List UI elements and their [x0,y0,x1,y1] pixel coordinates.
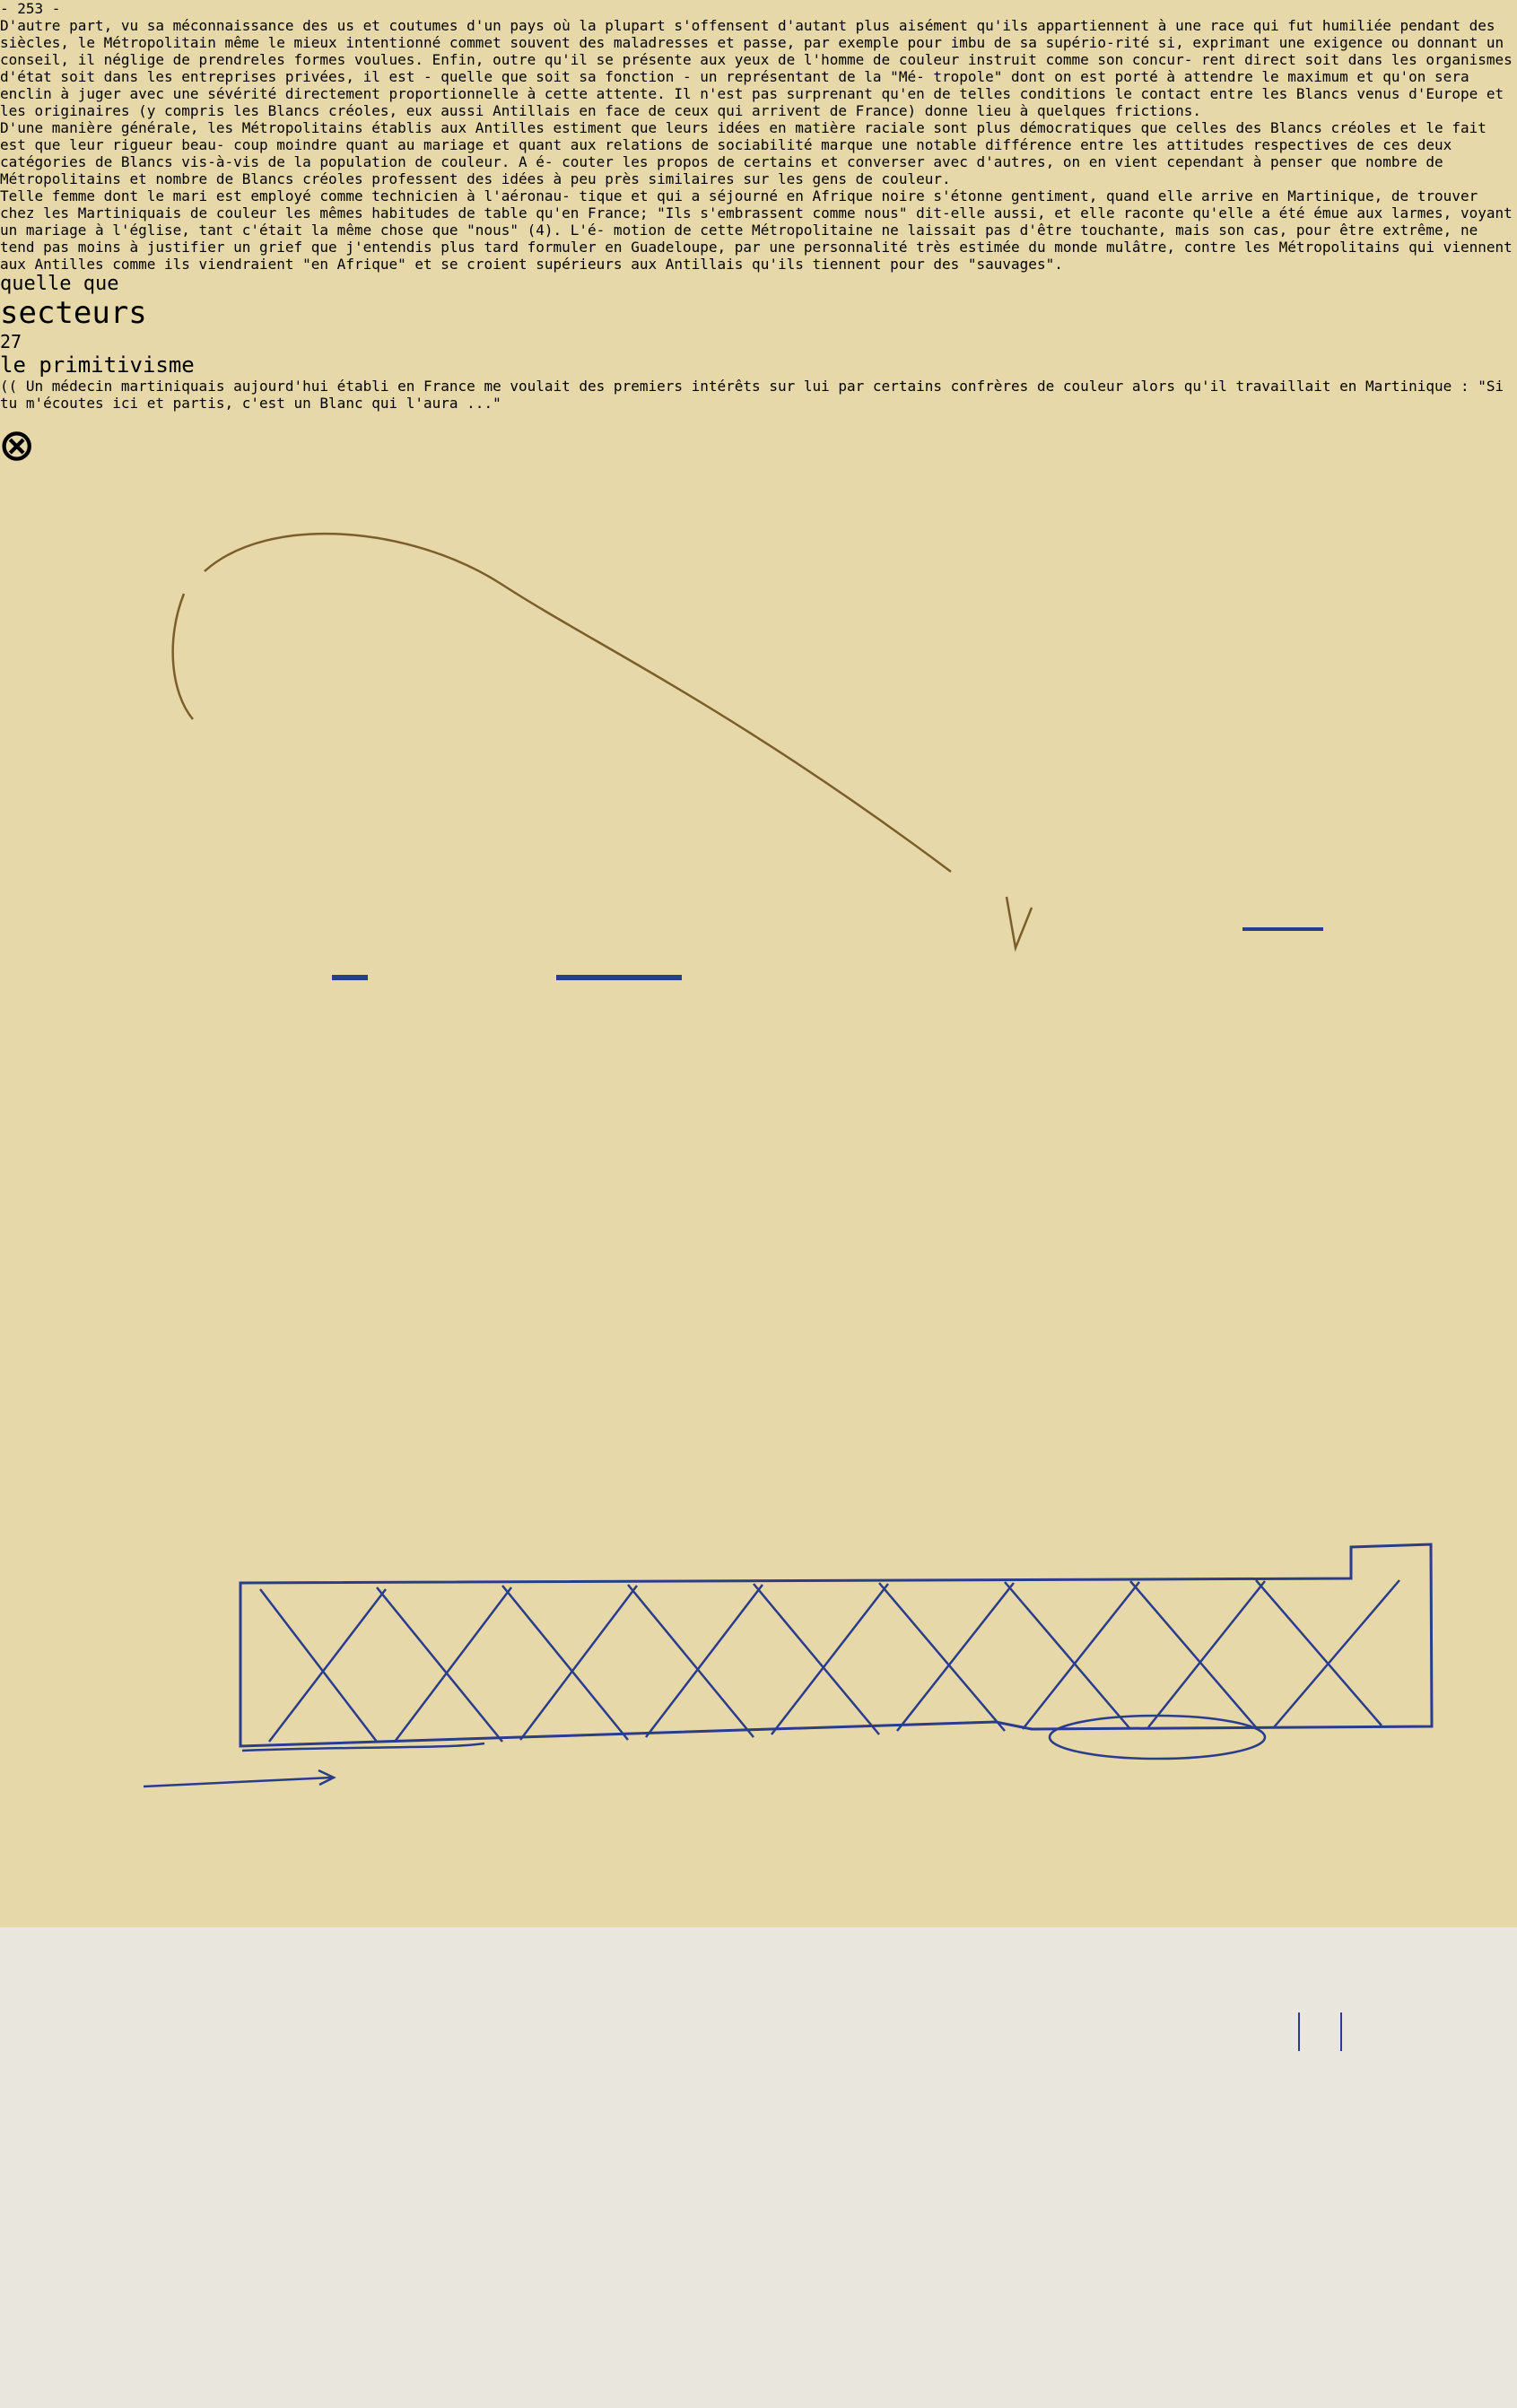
margin-handwritten-note: (( Un médecin martiniquais aujourd'hui établi en France me voulait des premiers intérêts sur lui par certains confrères de couleur alors qu'il travaillait en Martinique : "Si tu m'écoutes ici et partis, c'est un Blanc qui l'aura ..." [0,378,1504,412]
paragraph-2: D'une manière générale, les Métropolitains établis aux Antilles estiment que leurs idées en matière raciale sont plus démocratiques que celles des Blancs créoles et le fait est que leur rigueur beau- coup moindre quant au mariage et quant aux relations de sociabilité marque une notable différence entre les attitudes respectives de ces deux catégories de Blancs vis-à-vis de la population de couleur. A é- couter les propos de certains et converser avec d'autres, on en vient cependant à penser que nombre de Métropolitains et nombre de Blancs créoles professent des idées à peu près similaires sur les gens de couleur. [0,119,1486,187]
boxed-note-primitivisme: le primitivisme [0,352,195,378]
footnote-number-note: 27 [0,331,22,352]
deletion-box-outline [240,1544,1432,1746]
paragraph-1: D'autre part, vu sa méconnaissance des us et coutumes d'un pays où la plupart s'offensent d'autant plus aisément qu'ils appartiennent à une race qui fut humiliée pendant des siècles, le Métropolitain même le mieux intentionné commet souvent des maladresses et passe, par exemple pour imbu de sa supério-rité si, exprimant une exigence ou donnant un conseil, il néglige de prendreles formes voulues. Enfin, outre qu'il se présente aux yeux de l'homme de couleur instruit comme son concur- rent direct soit dans les organismes d'état soit dans les entreprises privées, il est - quelle que soit sa fonction - un représentant de la "Mé- tropole" dont on est porté à attendre le maximum et qu'on sera enclin à juger avec une sévérité directement proportionnelle à cette attente. Il n'est pas surprenant qu'en de telles conditions le contact entre les Blancs venus d'Europe et les originaires (y compris les Blancs créoles, eux aussi Antillais en face de ceux qui arrivent de France) donne lieu à quelques frictions. [0,17,1513,119]
interlinear-secteurs: secteurs [0,295,147,331]
interlinear-quelle-que: quelle que [0,273,119,295]
pencil-caret [1007,897,1032,948]
page-number: - 253 - [0,0,61,17]
margin-note-bracket [173,594,193,719]
ink-marks [0,477,1517,2404]
margin-arrow [144,1778,332,1786]
margin-reference-symbol: ⊗ [0,412,34,477]
deletion-crosshatch [260,1580,1399,1742]
boxed-note-oval [1050,1716,1265,1759]
footnote-bracket [1299,2012,1341,2051]
pencil-curve-line [205,534,951,872]
paragraph-3: Telle femme dont le mari est employé comme technicien à l'aéronau- tique et qui a séjourné en Afrique noire s'étonne gentiment, quand elle arrive en Martinique, de trouver chez les Martiniquais de couleur les mêmes habitudes de table qu'en France; "Ils s'embrassent comme nous" dit-elle aussi, et elle raconte qu'elle a été émue aux larmes, voyant un mariage à l'église, tant c'était la même chose que "nous" (4). L'é- motion de cette Métropolitaine ne laissait pas d'être touchante, mais son cas, pour être extrême, ne tend pas moins à justifier un grief que j'entendis plus tard formuler en Guadeloupe, par une personnalité très estimée du monde mulâtre, contre les Métropolitains qui viennent aux Antilles comme ils viendraient "en Afrique" et se croient supérieurs aux Antillais qu'ils tiennent pour des "sauvages". [0,187,1513,273]
